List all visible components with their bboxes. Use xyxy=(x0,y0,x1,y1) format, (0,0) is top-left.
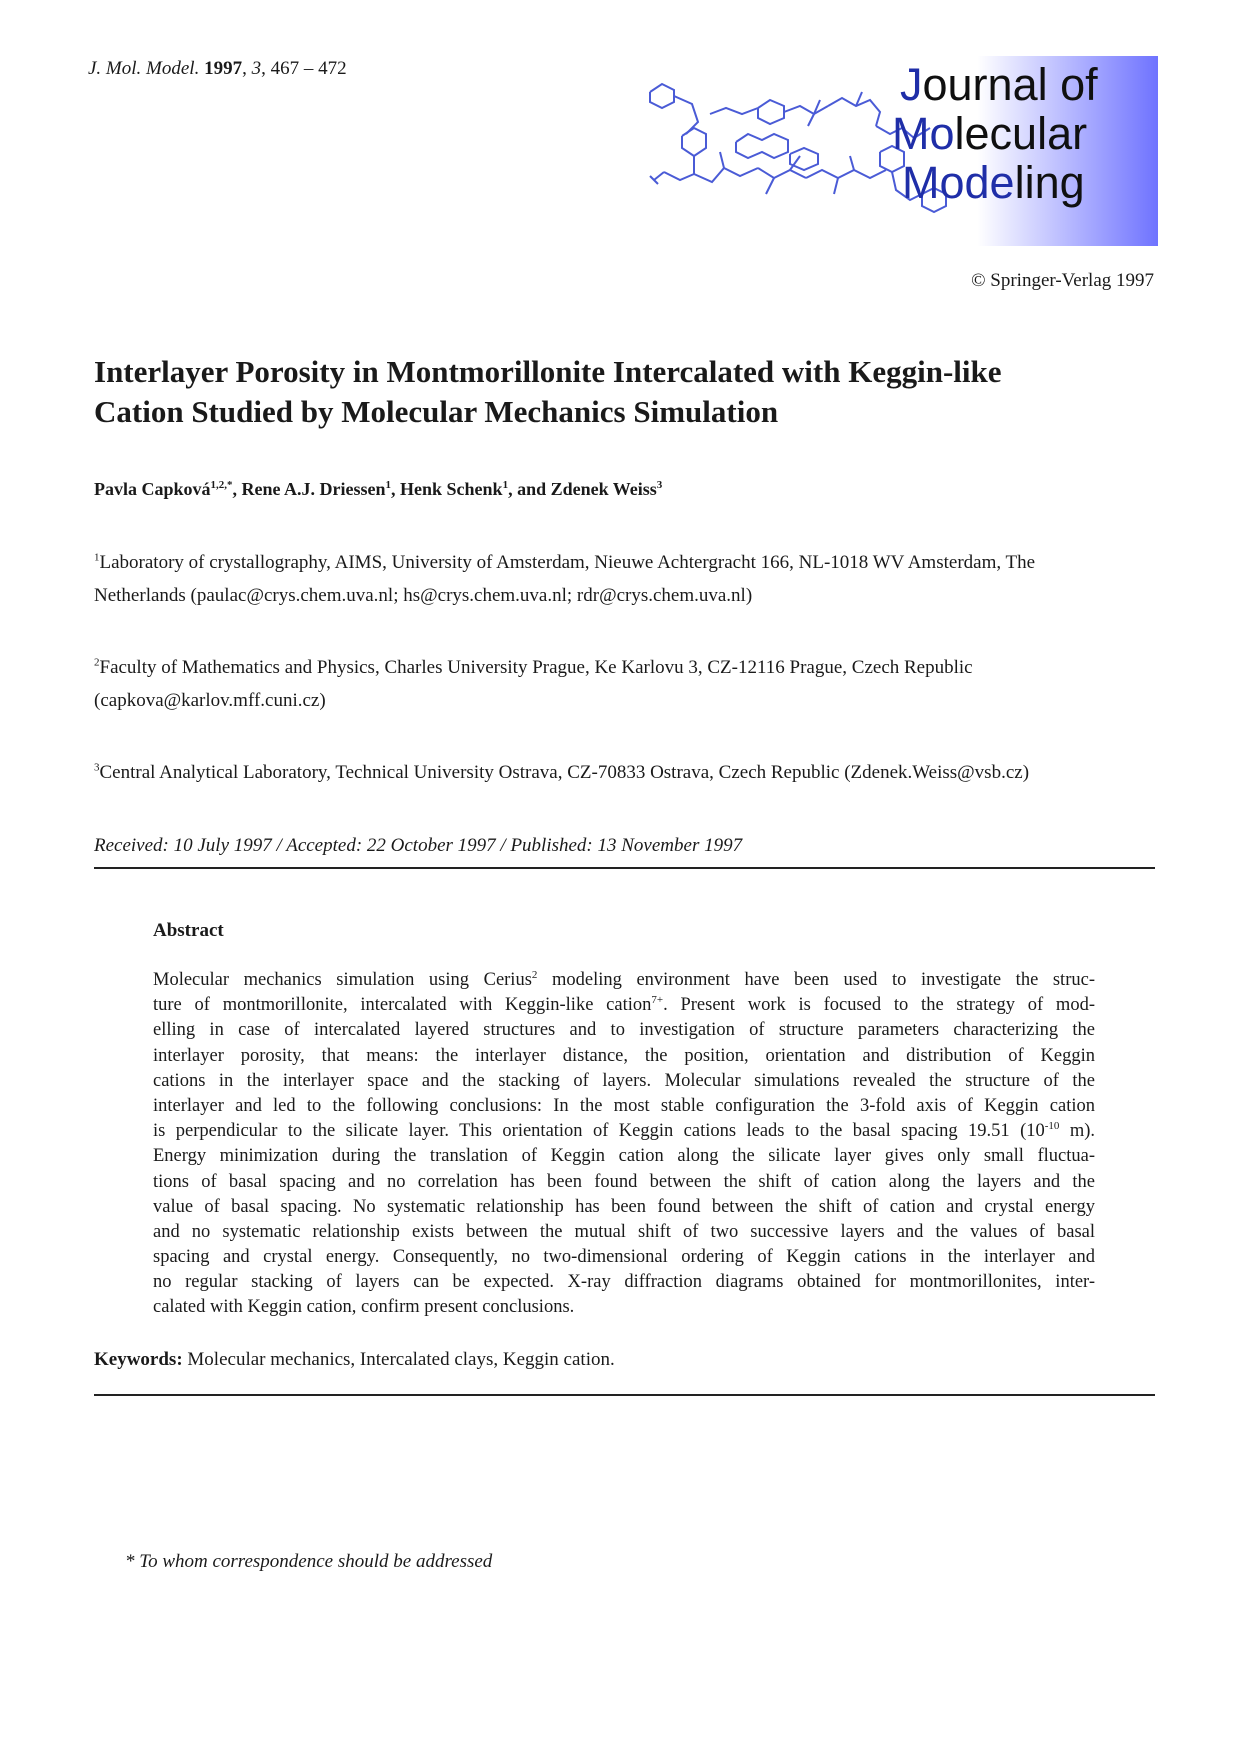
author-affil-marker: 1 xyxy=(385,479,392,491)
author-affil-marker: 1,2,* xyxy=(210,479,233,491)
citation-line: J. Mol. Model. 1997, 3, 467 – 472 xyxy=(88,58,347,79)
abstract-line: value of basal spacing. No systematic relationship has been found between the shift of cation and crystal energy xyxy=(153,1196,1095,1217)
title-line-2: Cation Studied by Molecular Mechanics Simulation xyxy=(94,394,779,429)
keywords-label: Keywords: xyxy=(94,1349,183,1370)
author-affil-marker: 3 xyxy=(656,479,663,491)
logo-wordmark xyxy=(892,59,1098,208)
divider-bottom xyxy=(94,1394,1155,1396)
affiliation-line: Laboratory of crystallography, AIMS, University of Amsterdam, Nieuwe Achtergracht 166, NL-1018 WV Amsterdam, The xyxy=(99,552,1036,573)
author-name: Rene A.J. Driessen xyxy=(241,479,386,499)
affiliation-line: Faculty of Mathematics and Physics, Charles University Prague, Ke Karlovu 3, CZ-12116 Prague, Czech Republic xyxy=(99,657,973,678)
abstract-line: cations in the interlayer space and the stacking of layers. Molecular simulations revealed the structure of the xyxy=(153,1070,1095,1091)
logo-line-2: Molecular xyxy=(892,108,1088,159)
citation-year: 1997 xyxy=(204,58,243,79)
affiliation-marker: 1 xyxy=(94,551,100,564)
citation-pages: 467 – 472 xyxy=(270,58,347,79)
abstract-line xyxy=(153,968,1095,993)
affiliation-line: Netherlands (paulac@crys.chem.uva.nl; hs@crys.chem.uva.nl; rdr@crys.chem.uva.nl) xyxy=(94,585,753,606)
abstract-text: Molecular mechanics simulation using Cerius xyxy=(153,970,532,990)
abstract-line: tions of basal spacing and no correlation has been found between the shift of cation along the layers and the xyxy=(153,1171,1095,1192)
affiliation-2 xyxy=(94,651,1154,717)
abstract-line: spacing and crystal energy. Consequently, no two-dimensional ordering of Keggin cations in the interlayer and xyxy=(153,1247,1095,1268)
abstract-line: Energy minimization during the translation of Keggin cation along the silicate layer gives only small fluctua- xyxy=(153,1146,1095,1167)
affiliation-line: (capkova@karlov.mff.cuni.cz) xyxy=(94,690,326,711)
affiliation-1 xyxy=(94,546,1154,612)
keywords-text: Molecular mechanics, Intercalated clays, Keggin cation. xyxy=(182,1349,615,1370)
author-separator: , xyxy=(232,479,242,499)
abstract-body xyxy=(153,968,1095,1321)
author-name: Pavla Capková xyxy=(94,479,211,499)
abstract-line: interlayer and led to the following conclusions: In the most stable configuration the 3-fold axis of Keggin cation xyxy=(153,1095,1095,1116)
affiliation-3 xyxy=(94,756,1154,789)
abstract-line xyxy=(153,993,1095,1018)
publication-dates: Received: 10 July 1997 / Accepted: 22 October 1997 / Published: 13 November 1997 xyxy=(94,835,743,856)
author-separator: , and xyxy=(508,479,551,499)
abstract-sup: 2 xyxy=(531,968,538,981)
abstract-line: elling in case of intercalated layered structures and to investigation of structure parameters characterizing the xyxy=(153,1020,1095,1041)
abstract-text: modeling environment have been used to investigate the struc- xyxy=(537,970,1095,990)
logo-line-1: Journal of xyxy=(900,59,1098,110)
author-name: Zdenek Weiss xyxy=(550,479,657,499)
logo-line-3: Modeling xyxy=(902,157,1085,208)
affiliation-line: Central Analytical Laboratory, Technical University Ostrava, CZ-70833 Ostrava, Czech Republic (Zdenek.Weiss@vsb.cz) xyxy=(99,762,1030,783)
divider-top xyxy=(94,867,1155,869)
correspondence-footnote: * To whom correspondence should be addressed xyxy=(125,1551,493,1572)
journal-logo xyxy=(640,56,1160,248)
abstract-sup: 7+ xyxy=(651,994,664,1007)
citation-volume: 3 xyxy=(251,58,262,79)
abstract-text: ture of montmorillonite, intercalated with Keggin-like cation xyxy=(153,995,652,1016)
paper-title xyxy=(94,352,1154,432)
keywords xyxy=(94,1349,615,1371)
author-separator: , xyxy=(391,479,401,499)
abstract-line: calated with Keggin cation, confirm present conclusions. xyxy=(153,1297,575,1318)
abstract-text: m). xyxy=(1059,1121,1095,1142)
abstract-line: and no systematic relationship exists between the mutual shift of two successive layers and the values of basal xyxy=(153,1221,1095,1242)
abstract-sup: -10 xyxy=(1044,1119,1060,1132)
abstract-text: . Present work is focused to the strategy of mod- xyxy=(663,995,1095,1016)
author-name: Henk Schenk xyxy=(400,479,503,499)
author-list xyxy=(94,479,662,500)
abstract-heading: Abstract xyxy=(153,920,224,941)
journal-logo-graphic xyxy=(640,56,1160,248)
abstract-line: interlayer porosity, that means: the interlayer distance, the position, orientation and distribution of Keggin xyxy=(153,1045,1095,1066)
abstract-text: is perpendicular to the silicate layer. This orientation of Keggin cations leads to the basal spacing 19.51 (10 xyxy=(153,1121,1045,1142)
author-affil-marker: 1 xyxy=(502,479,509,491)
journal-abbrev: J. Mol. Model. xyxy=(88,58,200,79)
copyright-notice: © Springer-Verlag 1997 xyxy=(971,270,1154,291)
affiliation-marker: 3 xyxy=(94,761,100,774)
abstract-line xyxy=(153,1119,1095,1144)
title-line-1: Interlayer Porosity in Montmorillonite Intercalated with Keggin-like xyxy=(94,354,1002,389)
abstract-line: no regular stacking of layers can be expected. X-ray diffraction diagrams obtained for montmorillonites, inter- xyxy=(153,1272,1095,1293)
affiliation-marker: 2 xyxy=(94,656,100,669)
